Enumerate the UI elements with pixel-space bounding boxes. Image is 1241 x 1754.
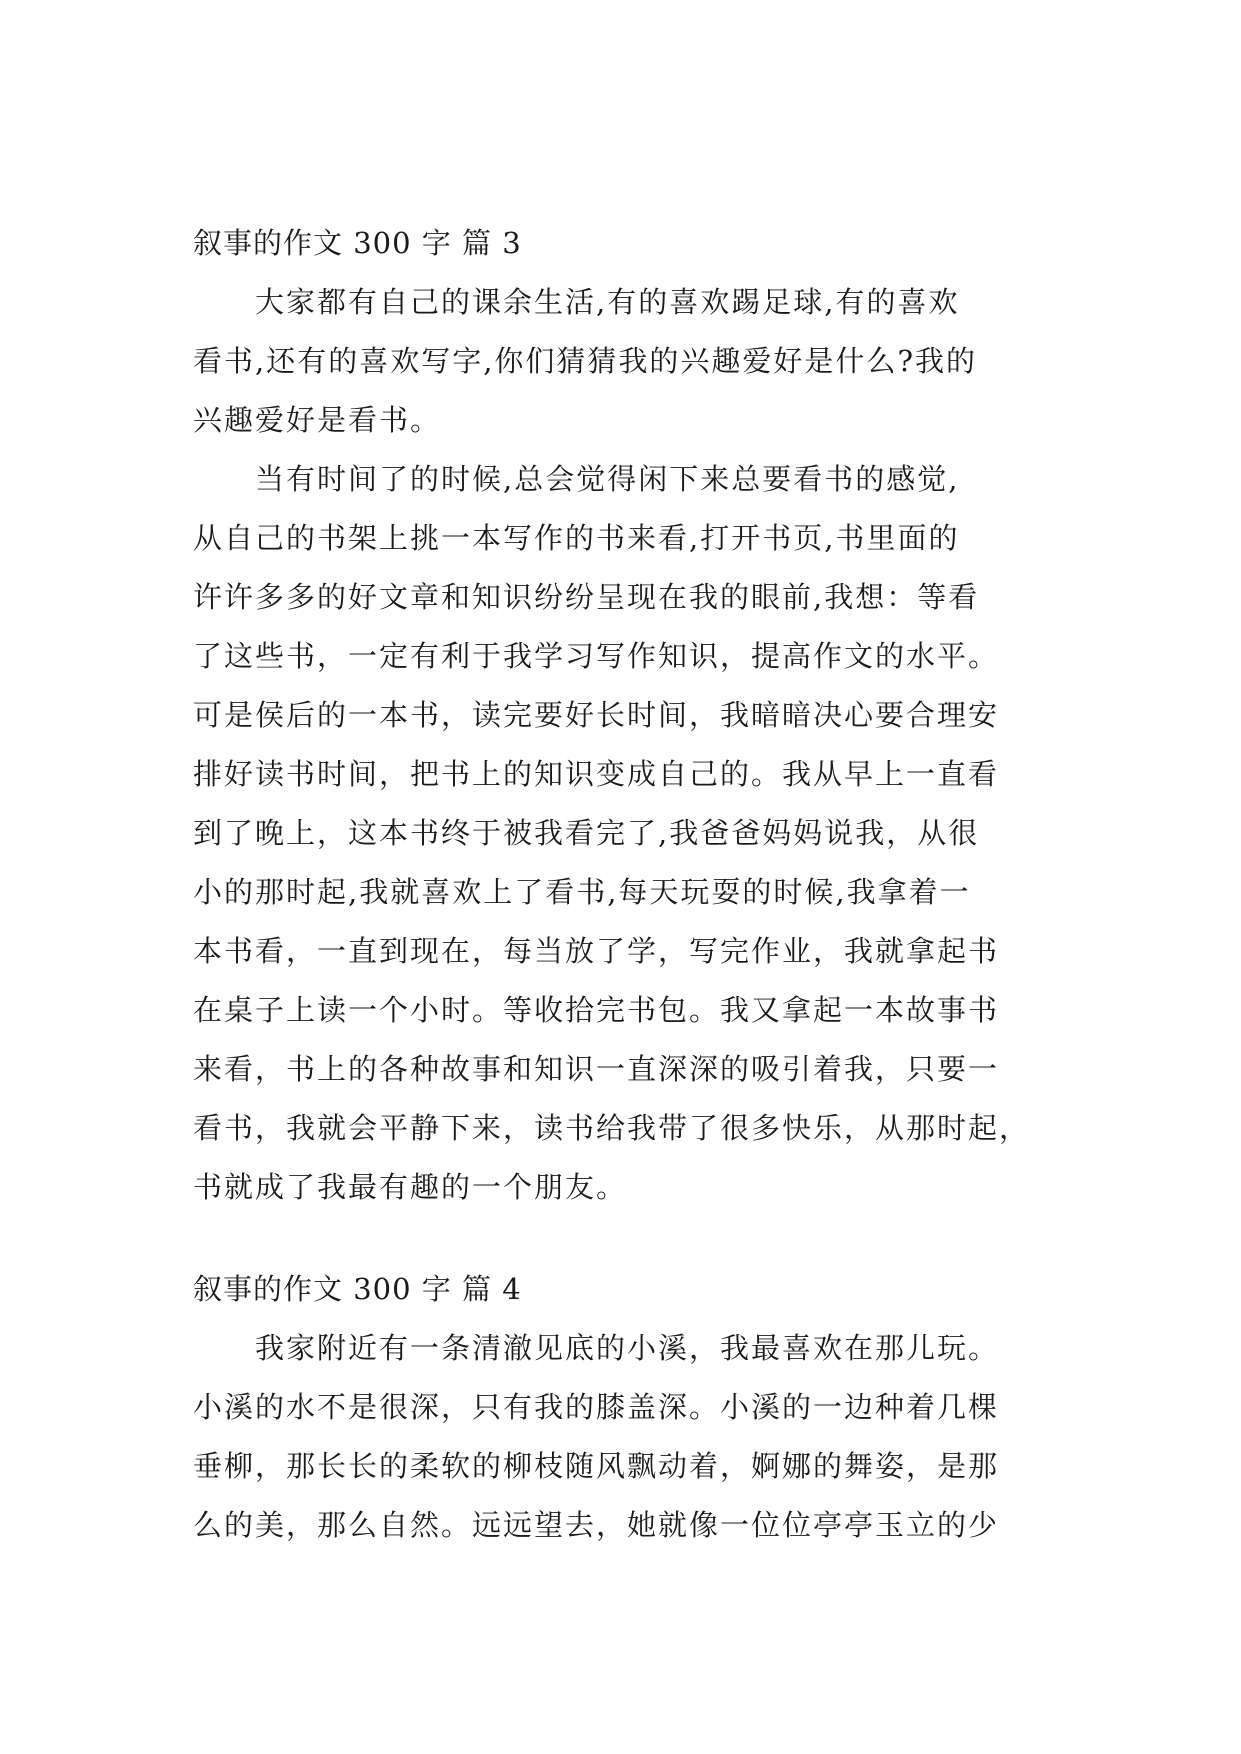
paragraph-line: 小的那时起,我就喜欢上了看书,每天玩耍的时候,我拿着一: [193, 875, 971, 909]
document-page: [193, 0, 1073, 1754]
paragraph-line: 小溪的水不是很深，只有我的膝盖深。小溪的一边种着几棵: [193, 1390, 1000, 1424]
paragraph-line: 本书看，一直到现在，每当放了学，写完作业，我就拿起书: [193, 934, 1000, 968]
paragraph-line: 来看，书上的各种故事和知识一直深深的吸引着我，只要一: [193, 1052, 1000, 1086]
paragraph-line: 许许多多的好文章和知识纷纷呈现在我的眼前,我想：等看: [193, 580, 980, 614]
paragraph-line: 垂柳，那长长的柔软的柳枝随风飘动着，婀娜的舞姿，是那: [193, 1449, 1000, 1483]
paragraph-line: 在桌子上读一个小时。等收拾完书包。我又拿起一本故事书: [193, 993, 1000, 1027]
paragraph-line: 看书,还有的喜欢写字,你们猜猜我的兴趣爱好是什么?我的: [193, 344, 977, 378]
paragraph-line: 大家都有自己的课余生活,有的喜欢踢足球,有的喜欢: [193, 285, 960, 319]
section-4-heading: 叙事的作文 300 字 篇 4: [193, 1272, 522, 1306]
paragraph-line: 可是侯后的一本书，读完要好长时间，我暗暗决心要合理安: [193, 698, 1000, 732]
paragraph-line: 看书，我就会平静下来，读书给我带了很多快乐，从那时起，: [193, 1111, 1031, 1145]
paragraph-line: 从自己的书架上挑一本写作的书来看,打开书页,书里面的: [193, 521, 960, 555]
paragraph-line: 了这些书，一定有利于我学习写作知识，提高作文的水平。: [193, 639, 1000, 673]
paragraph-line: 书就成了我最有趣的一个朋友。: [193, 1170, 628, 1204]
paragraph-line: 当有时间了的时候,总会觉得闲下来总要看书的感觉,: [193, 462, 960, 496]
paragraph-line: 排好读书时间，把书上的知识变成自己的。我从早上一直看: [193, 757, 1000, 791]
section-3-heading: 叙事的作文 300 字 篇 3: [193, 226, 522, 260]
paragraph-line: 兴趣爱好是看书。: [193, 403, 442, 437]
paragraph-line: 到了晚上，这本书终于被我看完了,我爸爸妈妈说我，从很: [193, 816, 980, 850]
paragraph-line: 么的美，那么自然。远远望去，她就像一位位亭亭玉立的少: [193, 1508, 1000, 1542]
paragraph-line: 我家附近有一条清澈见底的小溪，我最喜欢在那儿玩。: [193, 1331, 1000, 1365]
